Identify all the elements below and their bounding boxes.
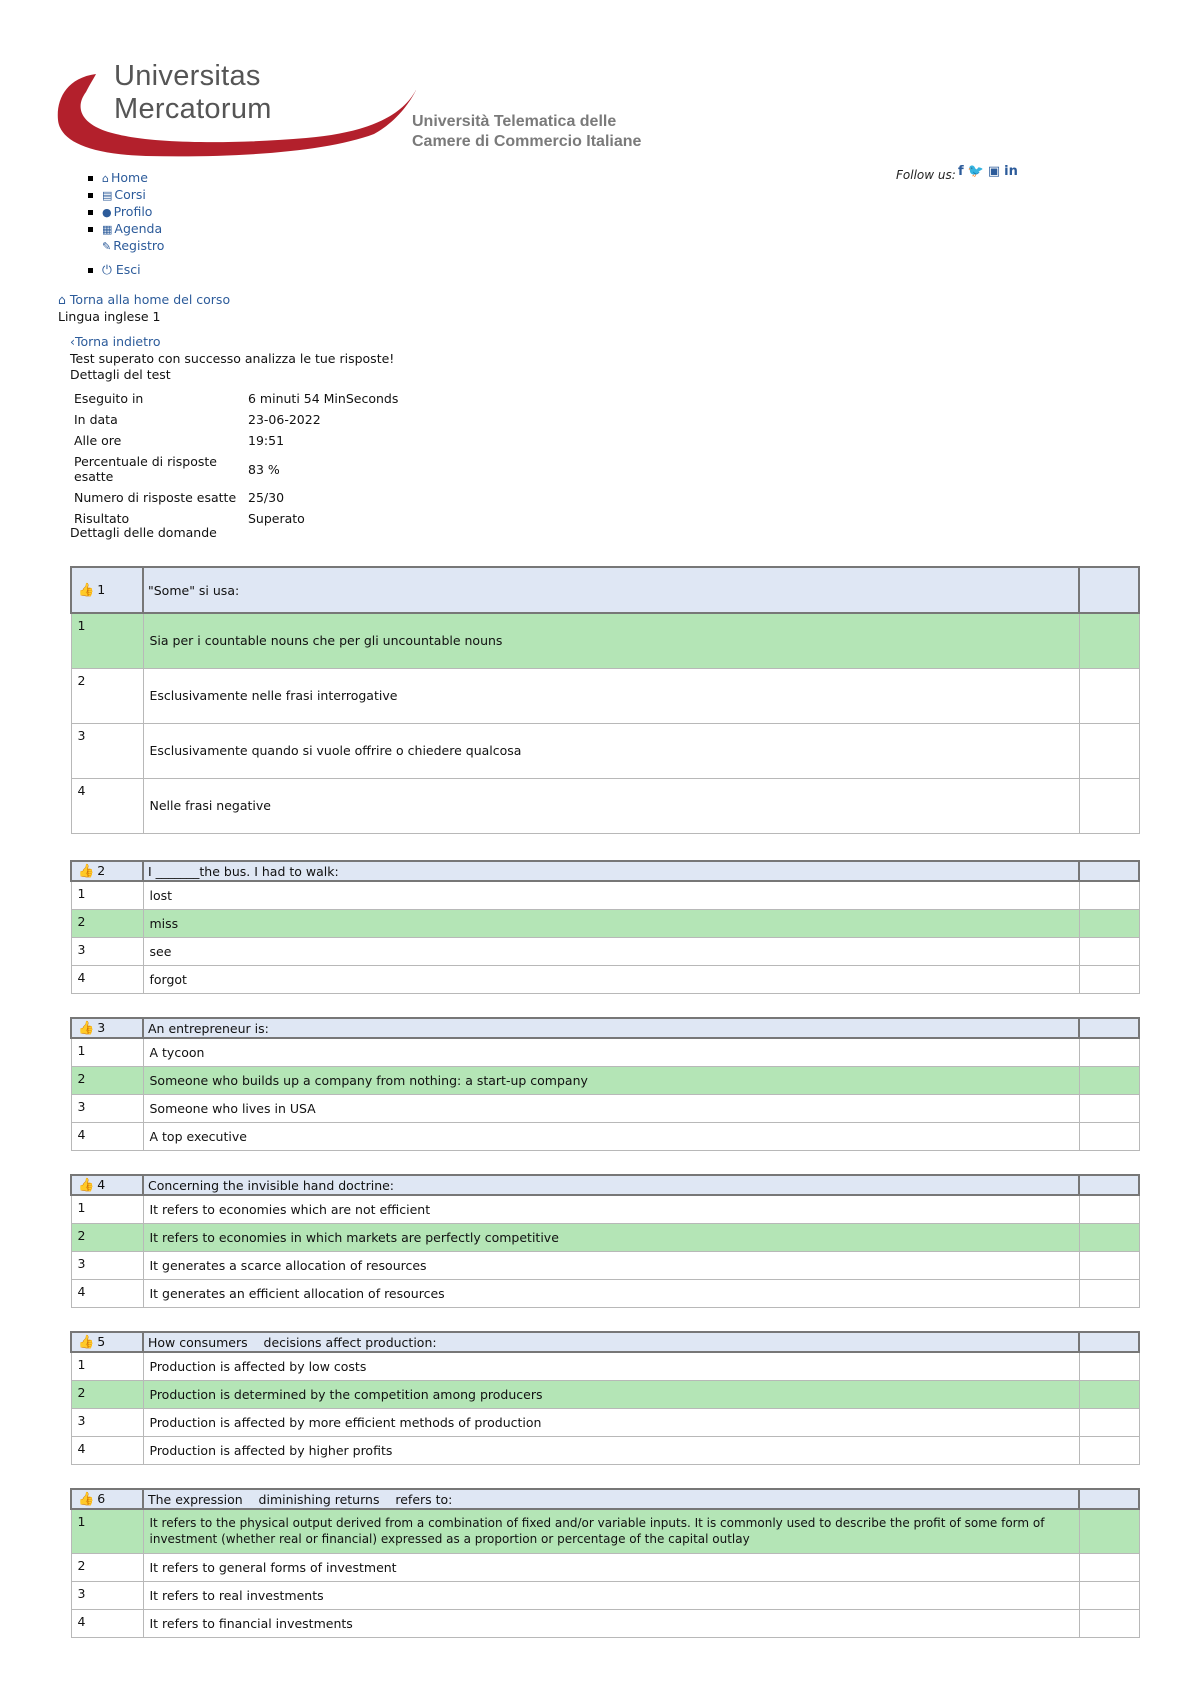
answer-number: 3 <box>71 1094 143 1122</box>
answer-text: lost <box>143 881 1079 909</box>
answer-extra <box>1079 1251 1139 1279</box>
answer-extra <box>1079 1509 1139 1553</box>
answer-text: miss <box>143 909 1079 937</box>
answer-row <box>71 1223 1139 1251</box>
answer-row <box>71 1066 1139 1094</box>
detail-value: Superato <box>248 511 305 526</box>
answer-extra <box>1079 778 1139 833</box>
question-number-label: 2 <box>97 863 106 878</box>
answer-extra <box>1079 1553 1139 1581</box>
question-table-3 <box>70 1017 1140 1151</box>
main-nav <box>86 170 164 255</box>
result-message: Test superato con successo analizza le tue risposte! <box>70 351 395 366</box>
answer-number: 4 <box>71 1436 143 1464</box>
answer-extra <box>1079 937 1139 965</box>
follow-us-label: Follow us: <box>896 168 956 182</box>
answer-extra <box>1079 881 1139 909</box>
question-extra <box>1079 1175 1139 1195</box>
answer-text: It generates a scarce allocation of resources <box>143 1251 1079 1279</box>
answer-text: Production is affected by higher profits <box>143 1436 1079 1464</box>
detail-row <box>70 451 402 487</box>
test-details-table <box>70 388 402 529</box>
answer-text: Production is determined by the competition among producers <box>143 1380 1079 1408</box>
logo-text-mercatorum: Mercatorum <box>114 93 272 125</box>
answer-extra <box>1079 1122 1139 1150</box>
answer-number: 2 <box>71 1066 143 1094</box>
answer-extra <box>1079 613 1139 668</box>
question-text: How consumers decisions affect production: <box>143 1332 1079 1352</box>
nav-profilo-label: Profilo <box>113 204 153 219</box>
nav-agenda[interactable] <box>86 221 164 238</box>
question-text: "Some" si usa: <box>143 567 1079 613</box>
question-table-1 <box>70 566 1140 834</box>
thumbs-up-icon: 👍 <box>78 1492 95 1507</box>
logo-tagline-2: Camere di Commercio Italiane <box>412 133 642 150</box>
course-name: Lingua inglese 1 <box>58 309 161 324</box>
answer-number: 2 <box>71 1553 143 1581</box>
detail-row <box>70 487 402 508</box>
question-text: I _______the bus. I had to walk: <box>143 861 1079 881</box>
answer-number: 3 <box>71 937 143 965</box>
question-number-label: 3 <box>97 1020 106 1035</box>
answer-extra <box>1079 1380 1139 1408</box>
detail-row <box>70 388 402 409</box>
answer-row <box>71 668 1139 723</box>
facebook-icon[interactable]: f <box>958 164 964 179</box>
detail-key: Alle ore <box>74 433 122 448</box>
answer-row <box>71 1038 1139 1066</box>
answer-extra <box>1079 1038 1139 1066</box>
thumbs-up-icon: 👍 <box>78 1021 95 1036</box>
answer-row <box>71 1581 1139 1609</box>
answer-number: 3 <box>71 1581 143 1609</box>
answer-number: 2 <box>71 909 143 937</box>
calendar-icon: ▦ <box>102 223 113 236</box>
test-details-title: Dettagli del test <box>70 367 171 382</box>
answer-text: A top executive <box>143 1122 1079 1150</box>
thumbs-up-icon: 👍 <box>78 1178 95 1193</box>
answer-row <box>71 1094 1139 1122</box>
answer-text: Someone who lives in USA <box>143 1094 1079 1122</box>
back-link[interactable] <box>70 334 161 349</box>
detail-key: In data <box>74 412 118 427</box>
question-number <box>71 1018 143 1038</box>
answer-number: 1 <box>71 1038 143 1066</box>
twitter-icon[interactable]: 🐦 <box>967 164 984 179</box>
answer-extra <box>1079 1094 1139 1122</box>
answer-text: Production is affected by low costs <box>143 1352 1079 1380</box>
answer-extra <box>1079 965 1139 993</box>
answer-extra <box>1079 668 1139 723</box>
nav-corsi[interactable] <box>86 187 164 204</box>
answer-extra <box>1079 1066 1139 1094</box>
question-text: Concerning the invisible hand doctrine: <box>143 1175 1079 1195</box>
answer-row <box>71 937 1139 965</box>
nav-profilo[interactable] <box>86 204 164 221</box>
question-number-label: 5 <box>97 1334 106 1349</box>
answer-text: It refers to financial investments <box>143 1609 1079 1637</box>
answer-text: Esclusivamente nelle frasi interrogative <box>143 668 1079 723</box>
answer-extra <box>1079 1408 1139 1436</box>
answer-number: 2 <box>71 1223 143 1251</box>
user-icon: ● <box>102 206 112 219</box>
answer-extra <box>1079 723 1139 778</box>
question-header <box>71 567 1139 613</box>
answer-extra <box>1079 909 1139 937</box>
youtube-icon[interactable]: ▣ <box>987 164 1001 179</box>
question-text: An entrepreneur is: <box>143 1018 1079 1038</box>
question-extra <box>1079 1332 1139 1352</box>
book-icon: ▤ <box>102 189 113 202</box>
nav-agenda-label: Agenda <box>114 221 163 236</box>
social-links <box>958 164 1022 179</box>
home-icon: ⌂ <box>102 172 109 185</box>
answer-row <box>71 1122 1139 1150</box>
answer-text: forgot <box>143 965 1079 993</box>
answer-extra <box>1079 1195 1139 1223</box>
question-number <box>71 1175 143 1195</box>
question-table-6 <box>70 1488 1140 1638</box>
answer-number: 2 <box>71 1380 143 1408</box>
edit-icon: ✎ <box>102 240 112 253</box>
answer-number: 3 <box>71 723 143 778</box>
back-to-course-home-link[interactable] <box>58 292 230 307</box>
answer-text: It generates an efficient allocation of resources <box>143 1279 1079 1307</box>
answer-row <box>71 613 1139 668</box>
answer-number: 1 <box>71 613 143 668</box>
answer-number: 1 <box>71 1195 143 1223</box>
answer-row <box>71 1279 1139 1307</box>
back-link-label: Torna indietro <box>75 334 161 349</box>
nav-home-label: Home <box>110 170 148 185</box>
thumbs-up-icon: 👍 <box>78 864 95 879</box>
answer-number: 4 <box>71 778 143 833</box>
answer-row <box>71 1352 1139 1380</box>
answer-row <box>71 965 1139 993</box>
question-table-5 <box>70 1331 1140 1465</box>
question-extra <box>1079 861 1139 881</box>
answer-row <box>71 1380 1139 1408</box>
answer-extra <box>1079 1581 1139 1609</box>
question-header <box>71 1018 1139 1038</box>
nav-registro[interactable] <box>86 238 164 255</box>
question-extra <box>1079 1018 1139 1038</box>
back-to-course-home-label: Torna alla home del corso <box>69 292 231 307</box>
question-header <box>71 861 1139 881</box>
answer-text: It refers to economies in which markets are perfectly competitive <box>143 1223 1079 1251</box>
detail-key: Numero di risposte esatte <box>74 490 237 505</box>
question-header <box>71 1332 1139 1352</box>
answer-row <box>71 1408 1139 1436</box>
answer-extra <box>1079 1609 1139 1637</box>
chevron-left-icon: ‹ <box>70 334 75 349</box>
answer-text: Nelle frasi negative <box>143 778 1079 833</box>
question-extra <box>1079 567 1139 613</box>
answer-number: 4 <box>71 1609 143 1637</box>
answer-row <box>71 1436 1139 1464</box>
answer-row <box>71 778 1139 833</box>
answer-number: 4 <box>71 965 143 993</box>
power-icon: ⏻ <box>102 262 112 277</box>
question-number <box>71 1332 143 1352</box>
answer-row <box>71 1251 1139 1279</box>
answer-row <box>71 723 1139 778</box>
answer-text: Someone who builds up a company from nothing: a start-up company <box>143 1066 1079 1094</box>
question-details-title: Dettagli delle domande <box>70 525 217 540</box>
nav-home[interactable] <box>86 170 164 187</box>
detail-row <box>70 430 402 451</box>
answer-number: 2 <box>71 668 143 723</box>
detail-key: Risultato <box>74 511 130 526</box>
question-number-label: 4 <box>97 1177 106 1192</box>
logo-text-universitas: Universitas <box>114 60 261 92</box>
answer-text: A tycoon <box>143 1038 1079 1066</box>
nav-esci[interactable] <box>86 262 141 278</box>
detail-key: Percentuale di risposte esatte <box>74 454 217 484</box>
thumbs-up-icon: 👍 <box>78 1335 95 1350</box>
detail-value: 83 % <box>248 461 280 477</box>
university-logo[interactable] <box>56 58 676 163</box>
thumbs-up-icon: 👍 <box>78 583 95 598</box>
answer-text: Sia per i countable nouns che per gli uncountable nouns <box>143 613 1079 668</box>
question-table-2 <box>70 860 1140 994</box>
detail-row <box>70 409 402 430</box>
linkedin-icon[interactable]: in <box>1004 164 1018 179</box>
answer-number: 1 <box>71 1509 143 1553</box>
answer-extra <box>1079 1223 1139 1251</box>
answer-text: Esclusivamente quando si vuole offrire o chiedere qualcosa <box>143 723 1079 778</box>
nav-esci-label: Esci <box>115 262 141 277</box>
answer-number: 1 <box>71 881 143 909</box>
detail-value: 6 minuti 54 MinSeconds <box>248 391 399 406</box>
detail-value: 25/30 <box>248 490 285 505</box>
answer-text: Production is affected by more efficient methods of production <box>143 1408 1079 1436</box>
answer-extra <box>1079 1352 1139 1380</box>
detail-key: Eseguito in <box>74 391 144 406</box>
question-text: The expression diminishing returns refers to: <box>143 1489 1079 1509</box>
answer-text: It refers to general forms of investment <box>143 1553 1079 1581</box>
answer-row <box>71 1195 1139 1223</box>
question-table-4 <box>70 1174 1140 1308</box>
detail-value: 19:51 <box>248 433 285 448</box>
detail-value: 23-06-2022 <box>248 412 321 427</box>
answer-row <box>71 1509 1139 1553</box>
answer-extra <box>1079 1436 1139 1464</box>
answer-row <box>71 1609 1139 1637</box>
answer-number: 4 <box>71 1279 143 1307</box>
question-number-label: 1 <box>97 582 106 597</box>
answer-number: 3 <box>71 1251 143 1279</box>
question-number <box>71 1489 143 1509</box>
answer-row <box>71 909 1139 937</box>
question-number <box>71 861 143 881</box>
answer-row <box>71 881 1139 909</box>
nav-registro-label: Registro <box>113 238 165 253</box>
answer-text: see <box>143 937 1079 965</box>
logo-tagline-1: Università Telematica delle <box>412 113 617 130</box>
answer-text: It refers to real investments <box>143 1581 1079 1609</box>
answer-text: It refers to the physical output derived from a combination of fixed and/or variable inputs. It is commonly used to describe the profit of some form of investment (whether real or financial) expressed as a proportion or percentage of the capital outlay <box>143 1509 1079 1553</box>
answer-extra <box>1079 1279 1139 1307</box>
nav-corsi-label: Corsi <box>114 187 146 202</box>
question-number <box>71 567 143 613</box>
answer-number: 4 <box>71 1122 143 1150</box>
question-number-label: 6 <box>97 1491 106 1506</box>
question-extra <box>1079 1489 1139 1509</box>
answer-number: 3 <box>71 1408 143 1436</box>
question-header <box>71 1175 1139 1195</box>
answer-row <box>71 1553 1139 1581</box>
home-icon: ⌂ <box>58 292 66 307</box>
answer-text: It refers to economies which are not efficient <box>143 1195 1079 1223</box>
question-header <box>71 1489 1139 1509</box>
answer-number: 1 <box>71 1352 143 1380</box>
